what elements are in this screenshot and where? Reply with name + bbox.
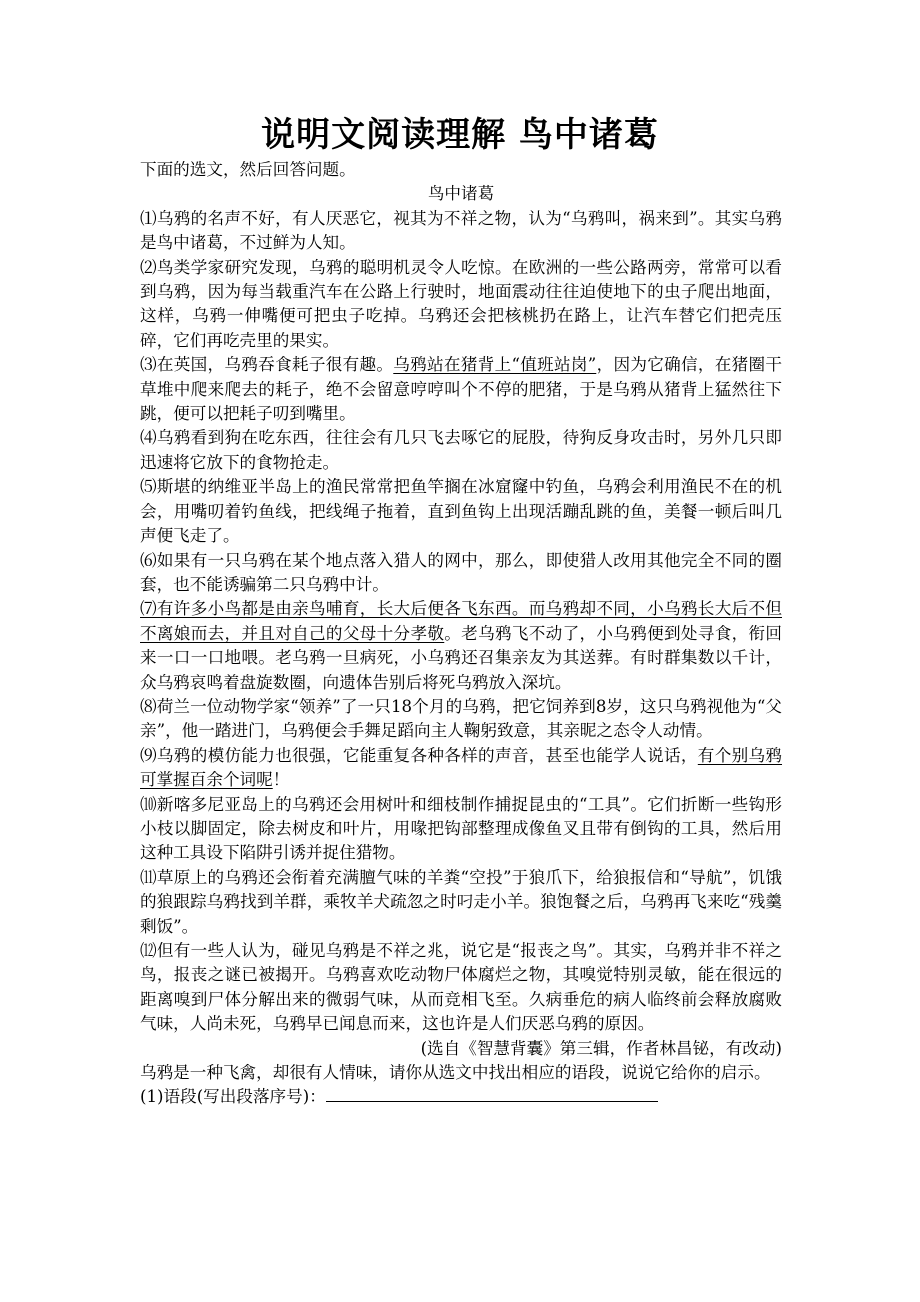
paragraph-11: ⑾草原上的乌鸦还会衔着充满膻气味的羊粪“空投”于狼爪下，给狼报信和“导航”，饥饿的狼跟踪乌鸦找到羊群，乘牧羊犬疏忽之时叼走小羊。狼饱餐之后，乌鸦再飞来吃“残羹剩饭”。: [140, 867, 782, 936]
paragraph-9: [140, 744, 782, 793]
paragraph-5: ⑸斯堪的纳维亚半岛上的渔民常常把鱼竿搁在冰窟窿中钓鱼，乌鸦会利用渔民不在的机会，用嘴叨着钓鱼线，把线绳子拖着，直到鱼钩上出现活蹦乱跳的鱼，美餐一顿后叫几声便飞走了。: [140, 477, 782, 546]
answer-line: [140, 1085, 782, 1109]
paragraph-12: ⑿但有一些人认为，碰见乌鸦是不祥之兆，说它是“报丧之鸟”。其实，乌鸦并非不祥之鸟，报丧之谜已被揭开。乌鸦喜欢吃动物尸体腐烂之物，其嗅觉特别灵敏，能在很远的距离嗅到尸体分解出来的微弱气味，从而竞相飞至。久病垂危的病人临终前会释放腐败气味，人尚未死，乌鸦早已闻息而来，这也许是人们厌恶乌鸦的原因。: [140, 941, 782, 1034]
paragraph-1: ⑴乌鸦的名声不好，有人厌恶它，视其为不祥之物，认为“乌鸦叫，祸来到”。其实乌鸦是鸟中诸葛，不过鲜为人知。: [140, 208, 782, 253]
paragraph-9-text-a: ⑼乌鸦的模仿能力也很强，它能重复各种各样的声音，甚至也能学人说话，: [140, 745, 698, 765]
paragraph-3-underlined: 乌鸦站在猪背上“值班站岗”: [393, 355, 597, 375]
paragraph-6: ⑹如果有一只乌鸦在某个地点落入猎人的网中，那么，即使猎人改用其他完全不同的圈套，也不能诱骗第二只乌鸦中计。: [140, 550, 782, 594]
paragraph-9-text-b: ！: [272, 770, 290, 790]
intro-text: 下面的选文，然后回答问题。: [140, 160, 356, 179]
paragraph-4: ⑷乌鸦看到狗在吃东西，往往会有几只飞去啄它的屁股，待狗反身攻击时，另外几只即迅速将它放下的食物抢走。: [140, 428, 782, 472]
paragraph-3-text-b: ，因为它确信，在猪圈干草堆中爬来爬去的耗子，绝不会留意哼哼叫个不停的肥猪，于是乌鸦从猪背上猛然往下跳，便可以把耗子叨到嘴里。: [140, 355, 783, 424]
article-title: 鸟中诸葛: [427, 184, 495, 204]
answer-label: (1)语段(写出段落序号)：: [140, 1087, 326, 1107]
paragraph-10: ⑽新喀多尼亚岛上的乌鸦还会用树叶和细枝制作捕捉昆虫的“工具”。它们折断一些钩形小枝以脚固定，除去树皮和叶片，用喙把钩部整理成像鱼叉且带有倒钩的工具，然后用这种工具设下陷阱引诱并捉住猎物。: [140, 794, 782, 863]
question-text: 乌鸦是一种飞禽，却很有人情味，请你从选文中找出相应的语段，说说它给你的启示。: [140, 1063, 771, 1083]
paragraph-3-text-a: ⑶在英国，乌鸦吞食耗子很有趣。: [140, 355, 394, 375]
paragraph-2: ⑵鸟类学家研究发现，乌鸦的聪明机灵令人吃惊。在欧洲的一些公路两旁，常常可以看到乌鸦，因为每当载重汽车在公路上行驶时，地面震动往往迫使地下的虫子爬出地面，这样，乌鸦一伸嘴便可把虫子吃掉。乌鸦还会把核桃扔在路上，让汽车替它们把壳压碎，它们再吃壳里的果实。: [140, 257, 782, 350]
answer-blank[interactable]: [326, 1085, 658, 1102]
source-citation: (选自《智慧背囊》第三辑，作者林昌铋，有改动): [420, 1038, 782, 1058]
paragraph-7: [140, 597, 782, 695]
document-body: [140, 158, 782, 1110]
paragraph-3: [140, 353, 782, 426]
paragraph-7-underlined: ⑺有许多小鸟都是由亲鸟哺育，长大后便各飞东西。而乌鸦却不同，小乌鸦长大后不但不离娘而去，并且对自己的父母十分孝敬: [140, 599, 782, 643]
page-title: 说明文阅读理解 鸟中诸葛: [261, 115, 659, 155]
paragraph-7-text-b: 。老乌鸦飞不动了，小乌鸦便到处寻食，衔回来一口一口地喂。老乌鸦一旦病死，小乌鸦还召集亲友为其送葬。有时群集数以千计，众乌鸦哀鸣着盘旋数圈，向遗体告别后将死乌鸦放入深坑。: [140, 623, 783, 692]
paragraph-9-underlined: 有个别乌鸦可掌握百余个词呢: [140, 745, 783, 790]
paragraph-8: ⑻荷兰一位动物学家“领养”了一只18个月的乌鸦，把它饲养到8岁，这只乌鸦视他为“父亲”，他一踏进门，乌鸦便会手舞足蹈向主人鞠躬致意，其亲昵之态令人动情。: [140, 696, 782, 741]
